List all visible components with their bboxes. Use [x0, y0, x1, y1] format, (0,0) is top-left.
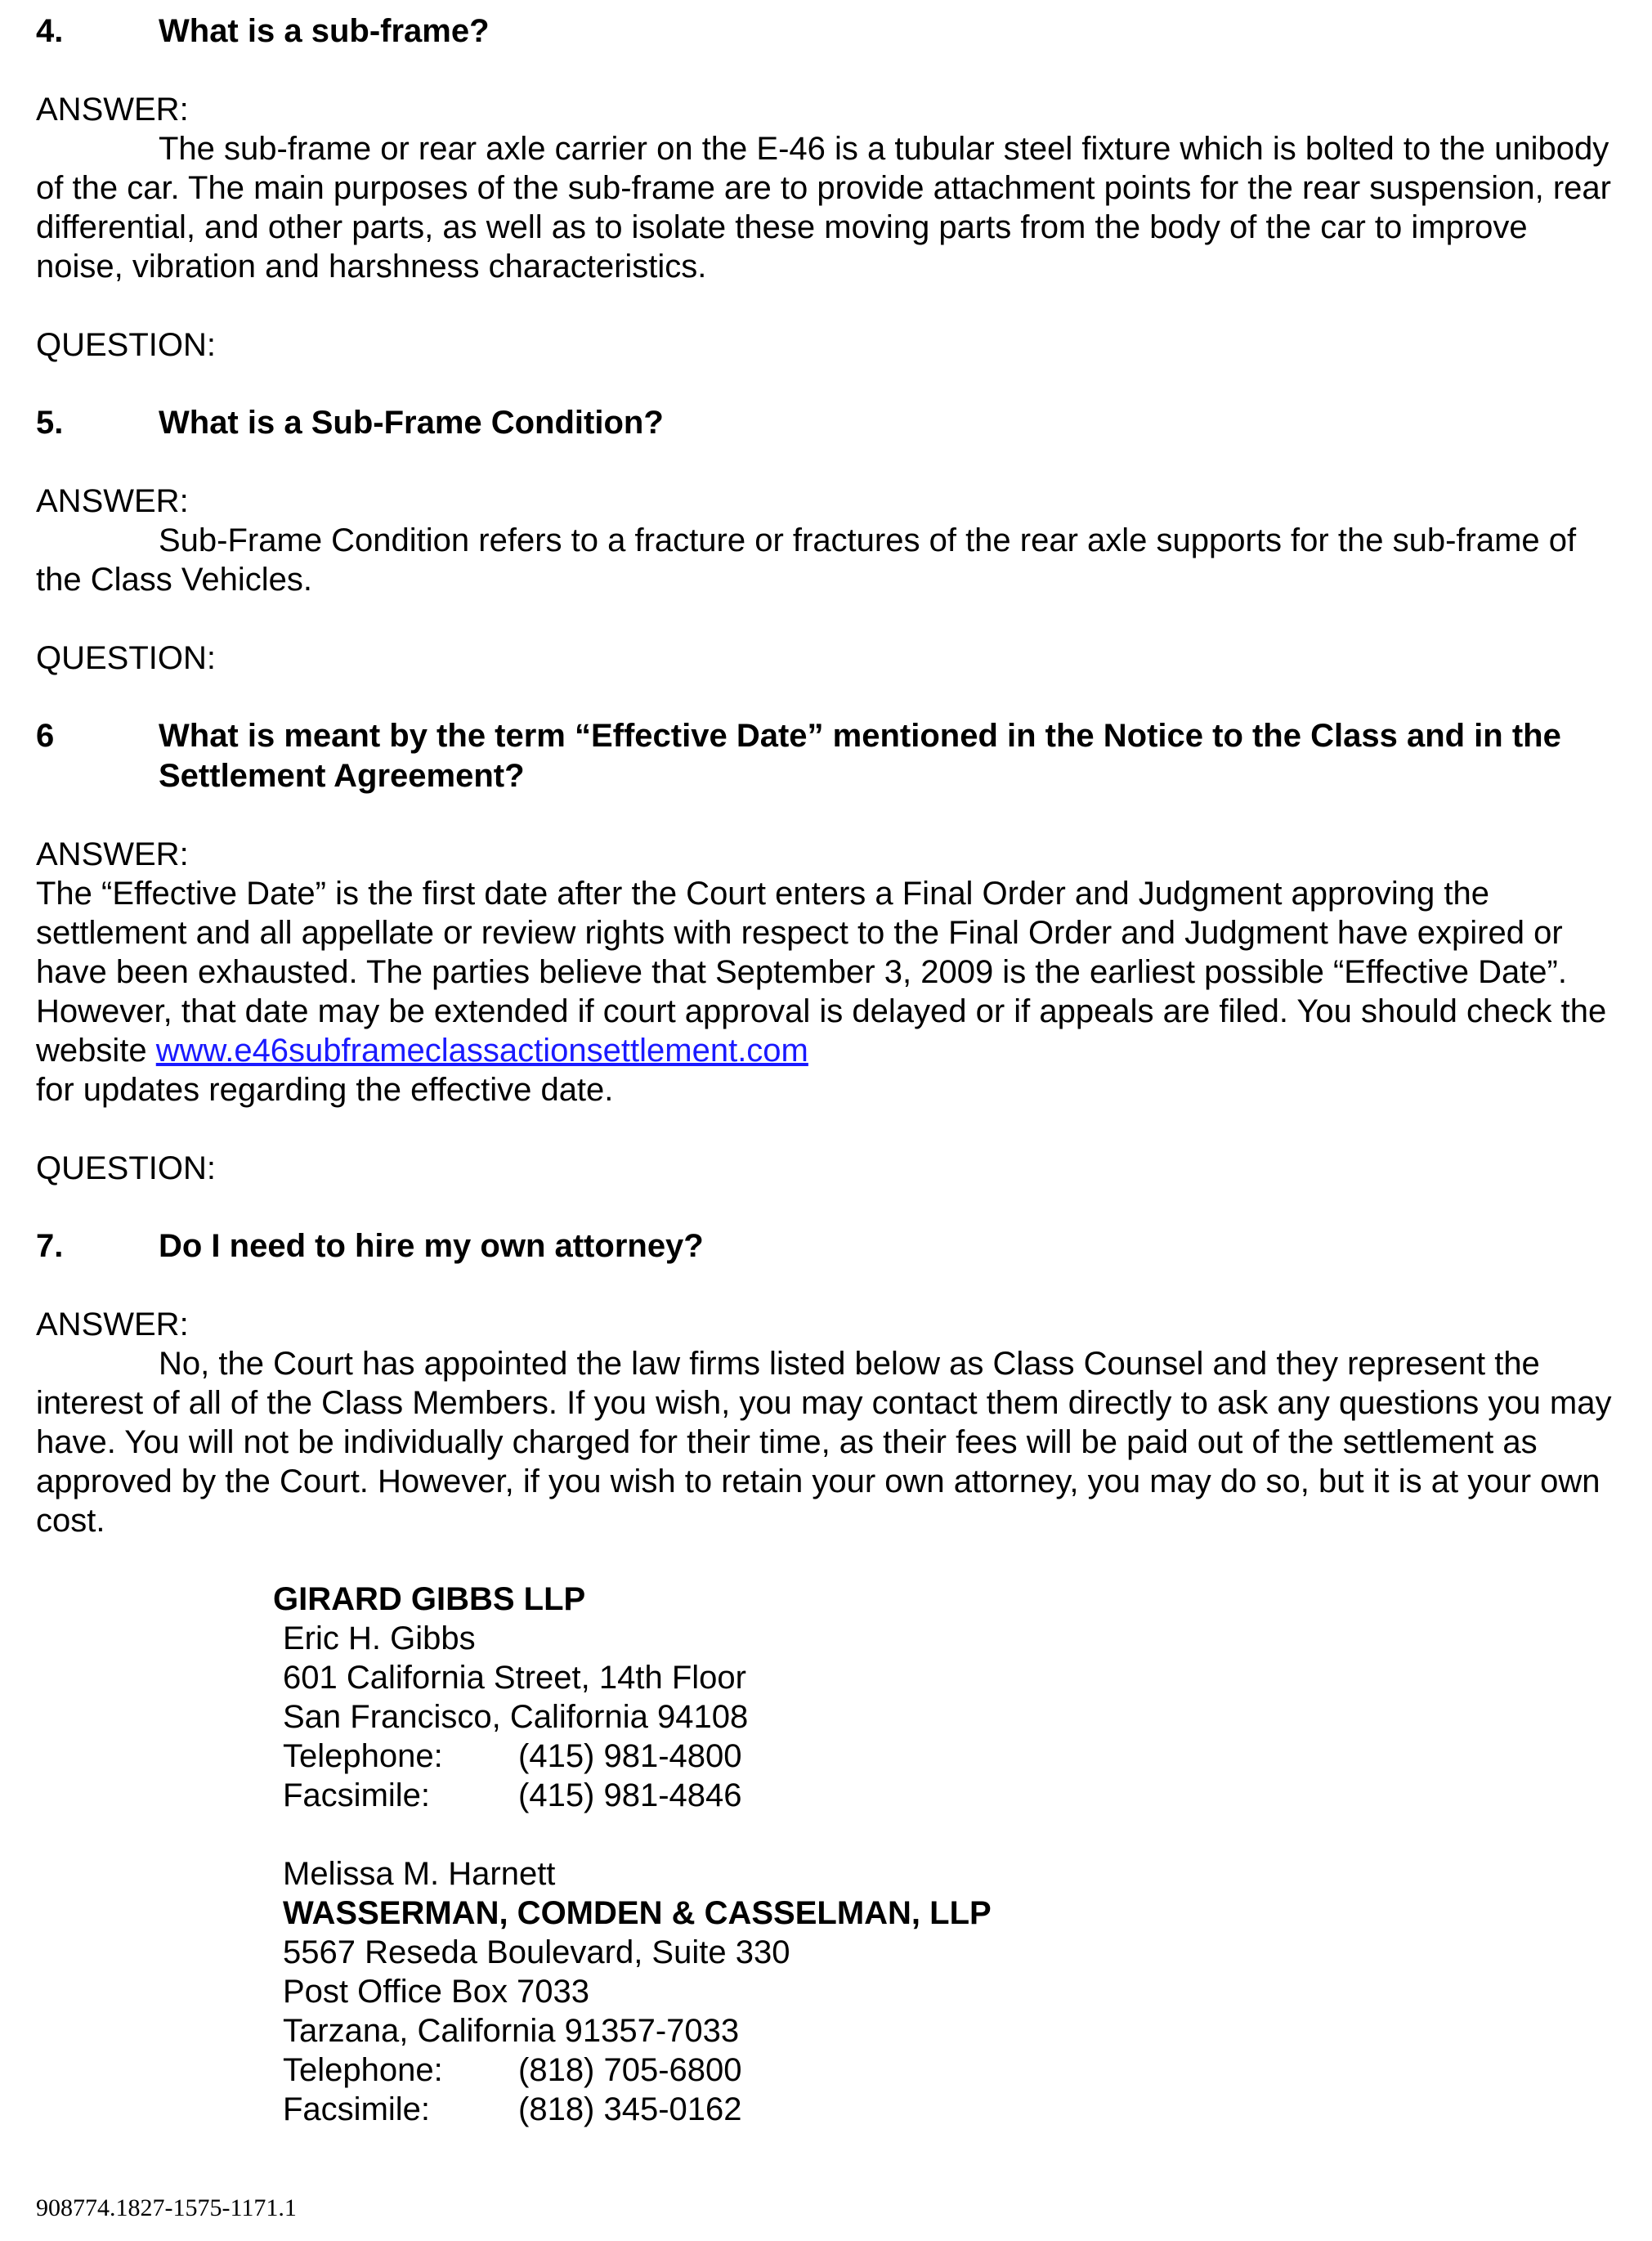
firm-1-telephone-row — [283, 1737, 1622, 1776]
firm-2-facsimile-row — [283, 2090, 1622, 2129]
question-5-number: 5. — [36, 405, 64, 441]
question-7-label: QUESTION: — [36, 1150, 217, 1186]
firm-2-attorney: Melissa M. Harnett — [283, 1856, 556, 1892]
answer-6-text — [36, 874, 1622, 1070]
document-page — [36, 11, 1622, 2129]
question-6-text: What is meant by the term “Effective Date” mentioned in the Notice to the Class and in the Settlement Agreement? — [159, 718, 1561, 794]
question-4-number: 4. — [36, 13, 64, 49]
answer-6-label: ANSWER: — [36, 836, 189, 872]
firm-1-attorney: Eric H. Gibbs — [283, 1620, 476, 1656]
firm-1-address-line-2: San Francisco, California 94108 — [283, 1699, 749, 1735]
settlement-website-link[interactable]: www.e46subframeclassactionsettlement.com — [155, 1033, 808, 1069]
answer-6-body: The “Effective Date” is the first date after the Court enters a Final Order and Judgment approving the settlement and all appellate or review rights with respect to the Final Order and Judgment have expired or have been exhausted. The parties believe that September 3, 2009 is the earliest possible “Effective Date”. However, that date may be extended if court approval is delayed or if appeals are filed. You should check the website — [36, 876, 1607, 1069]
firm-2-address-line-2: Post Office Box 7033 — [283, 1974, 590, 2010]
question-7-number: 7. — [36, 1228, 64, 1264]
question-5-text: What is a Sub-Frame Condition? — [159, 405, 664, 441]
class-counsel-block — [273, 1580, 1622, 2129]
question-4-heading — [36, 11, 1622, 52]
question-6-number: 6 — [36, 718, 55, 754]
answer-7-label: ANSWER: — [36, 1307, 189, 1342]
firm-2-address-line-1: 5567 Reseda Boulevard, Suite 330 — [283, 1934, 790, 1970]
answer-7-text: No, the Court has appointed the law firms listed below as Class Counsel and they represent the interest of all of the Class Members. If you wish, you may contact them directly to ask any questions you may have. You will not be individually charged for their time, as their fees will be paid out of the settlement as approved by the Court. However, if you wish to retain your own attorney, you may do so, but it is at your own cost. — [36, 1346, 1612, 1539]
question-6-heading — [36, 716, 1622, 796]
firm-2-address-line-3: Tarzana, California 91357-7033 — [283, 2013, 740, 2049]
firm-1-facsimile-row — [283, 1776, 1622, 1815]
answer-5-label: ANSWER: — [36, 483, 189, 519]
document-id-footer: 908774.1827-1575-1171.1 — [36, 2194, 297, 2221]
firm-1-telephone-label: Telephone: — [283, 1738, 443, 1774]
question-5-label: QUESTION: — [36, 327, 217, 363]
firm-1-name: GIRARD GIBBS LLP — [273, 1581, 586, 1617]
question-4-text: What is a sub-frame? — [159, 13, 490, 49]
firm-1-facsimile: (415) 981-4846 — [518, 1777, 742, 1813]
firm-2-name: WASSERMAN, COMDEN & CASSELMAN, LLP — [283, 1895, 992, 1931]
answer-4-label: ANSWER: — [36, 92, 189, 128]
firm-2-telephone: (818) 705-6800 — [518, 2052, 742, 2088]
firm-2-facsimile-label: Facsimile: — [283, 2091, 431, 2127]
firm-1-telephone: (415) 981-4800 — [518, 1738, 742, 1774]
firm-2-facsimile: (818) 345-0162 — [518, 2091, 742, 2127]
answer-6-tail: for updates regarding the effective date. — [36, 1072, 614, 1108]
firm-1-facsimile-label: Facsimile: — [283, 1777, 431, 1813]
firm-1-address-line-1: 601 California Street, 14th Floor — [283, 1660, 746, 1696]
answer-4-text: The sub-frame or rear axle carrier on the E-46 is a tubular steel fixture which is bolted to the unibody of the car. The main purposes of the sub-frame are to provide attachment points for the rear suspension, rear differential, and other parts, as well as to isolate these moving parts from the body of the car to improve noise, vibration and harshness characteristics. — [36, 131, 1611, 285]
answer-5-text: Sub-Frame Condition refers to a fracture or fractures of the rear axle supports for the sub-frame of the Class Vehicles. — [36, 522, 1577, 598]
question-7-text: Do I need to hire my own attorney? — [159, 1228, 704, 1264]
question-5-heading — [36, 403, 1622, 443]
question-6-label: QUESTION: — [36, 640, 217, 676]
firm-2-telephone-row — [283, 2051, 1622, 2090]
firm-2-telephone-label: Telephone: — [283, 2052, 443, 2088]
question-7-heading — [36, 1226, 1622, 1266]
